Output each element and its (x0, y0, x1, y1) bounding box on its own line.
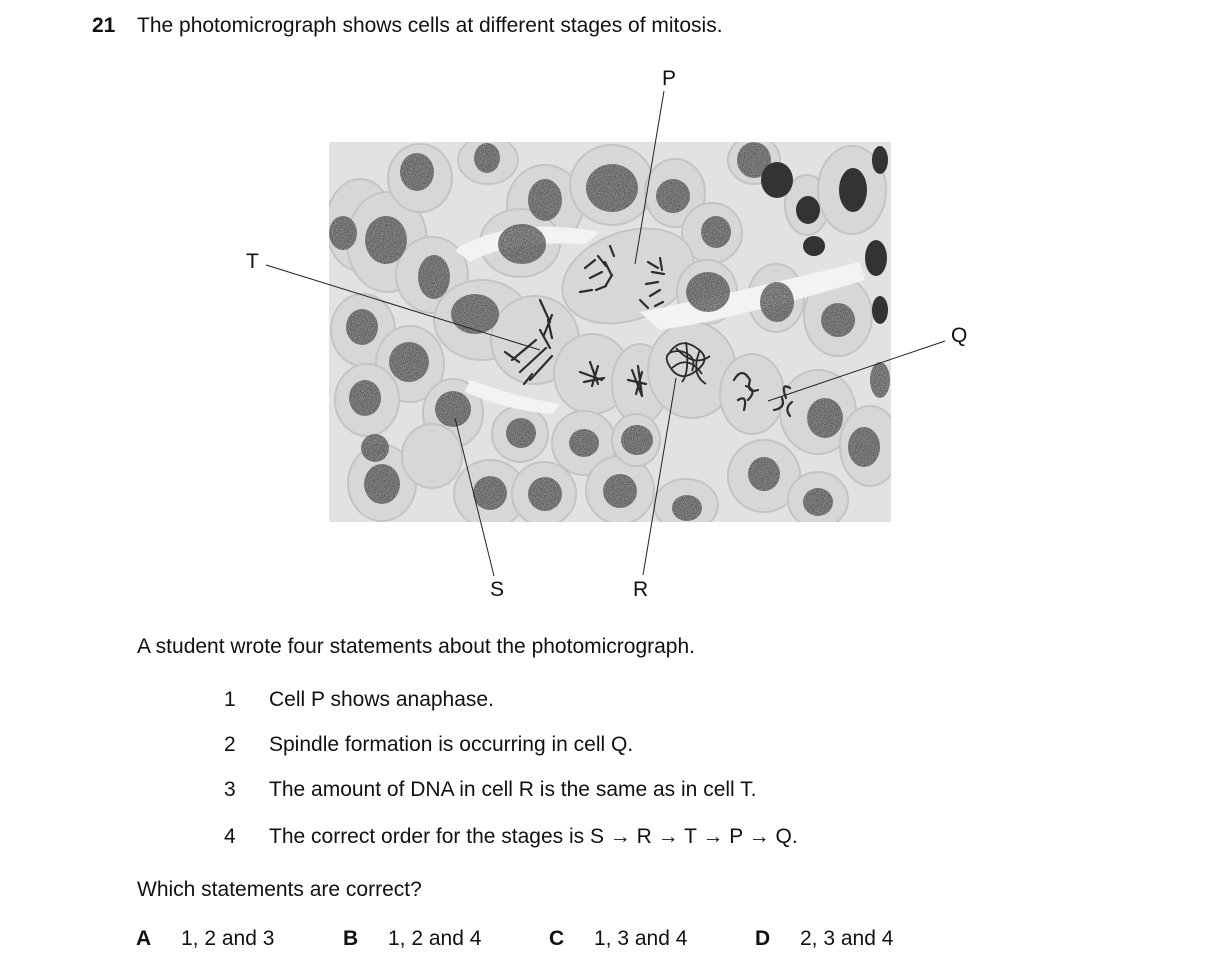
question-number: 21 (92, 14, 116, 37)
label-p: P (662, 67, 677, 90)
question-prompt: Which statements are correct? (137, 878, 422, 901)
option-text[interactable]: 2, 3 and 4 (800, 927, 894, 950)
statement-text: The correct order for the stages is S → R → T → P → Q. (269, 825, 798, 848)
statement-number: 2 (224, 733, 236, 756)
option-letter[interactable]: D (755, 927, 771, 950)
label-s: S (490, 578, 505, 601)
label-q: Q (951, 324, 968, 347)
statement-text: Spindle formation is occurring in cell Q. (269, 733, 634, 756)
option-text[interactable]: 1, 2 and 3 (181, 927, 275, 950)
label-t: T (246, 250, 259, 273)
statements-intro: A student wrote four statements about the photomicrograph. (137, 635, 695, 658)
option-letter[interactable]: C (549, 927, 565, 950)
statement-number: 4 (224, 825, 236, 848)
question-stem: The photomicrograph shows cells at different stages of mitosis. (137, 14, 723, 37)
option-text[interactable]: 1, 3 and 4 (594, 927, 688, 950)
option-letter[interactable]: A (136, 927, 152, 950)
micrograph-image (326, 136, 900, 531)
statement-text: The amount of DNA in cell R is the same as in cell T. (269, 778, 757, 801)
statement-number: 3 (224, 778, 236, 801)
label-r: R (633, 578, 649, 601)
statement-number: 1 (224, 688, 236, 711)
option-text[interactable]: 1, 2 and 4 (388, 927, 482, 950)
statement-text: Cell P shows anaphase. (269, 688, 494, 711)
option-letter[interactable]: B (343, 927, 359, 950)
